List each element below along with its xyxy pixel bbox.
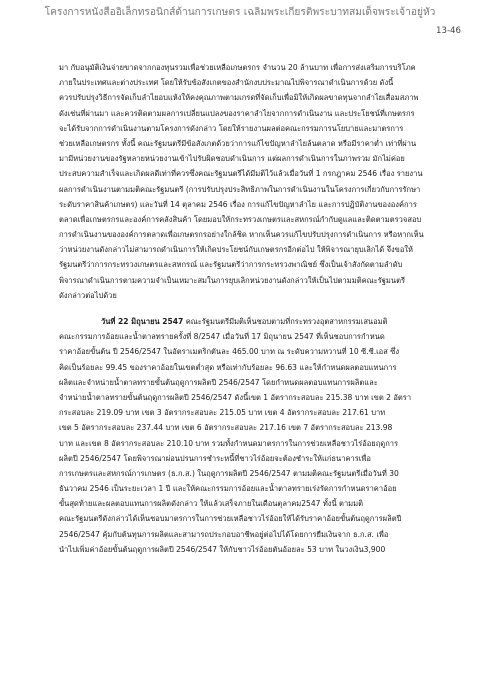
- text-line: มามีหน่วยงานของรัฐหลายหน่วยงานเข้าไปรับผิดชอบดำเนินการ แต่ผลการดำเนินการในภาพรวม มักไม่ค่อย: [59, 154, 405, 164]
- text-line: ผลิตและจำหน่ายน้ำตาลทรายขั้นต้นฤดูการผลิตปี 2546/2547 โดยกำหนดผลตอบแทนการผลิตและ: [59, 377, 378, 387]
- text-line: ขั้นสุดท้ายและผลตอบแทนการผลิตดังกล่าว ให้แล้วเสร็จภายในเดือนตุลาคม2547 ทั้งนี้ ตามมติ: [59, 499, 364, 509]
- text-line: การดำเนินงานขององค์การตลาดเพื่อเกษตรกรอย่างใกล้ชิด หากเห็นควรแก้ไขปรับปรุงการดำเนินการ หรือหากเห็น: [59, 230, 424, 240]
- text-line: ระดับราคาสินค้าเกษตร) และวันที่ 14 ตุลาคม 2546 เรื่อง การแก้ไขปัญหาลำไย และการปฏิบัติงานขององค์การ: [59, 199, 417, 209]
- page-number: 13-46: [436, 26, 461, 36]
- text-line: บาท และเขต 8 อัตรากระสอบละ 210.10 บาท รวมทั้งกำหนดมาตรการในการช่วยเหลือชาวไร่อ้อยฤดูการ: [59, 438, 399, 448]
- text-line: 2546/2547 คุ้มกับต้นทุนการผลิตและสามารถประกอบอาชีพอยู่ต่อไปได้โดยการยืมเงินจาก ธ.ก.ส. เพื่อ: [59, 529, 389, 539]
- text-line: มา กับอนุมัติเงินจ่ายขาดจากกองทุนรวมเพื่อช่วยเหลือเกษตรกร จำนวน 20 ล้านบาท เพื่อการส่งเสริมการบริโภค: [59, 63, 416, 72]
- text-line: ดังเช่นที่ผ่านมา และควรติดตามผลการเปลี่ยนแปลงของราคาลำไยจากการดำเนินงาน และประโยชน์ที่เกษตรกร: [59, 108, 415, 118]
- document-body: [59, 60, 439, 557]
- text-line: คณะรัฐมนตรีดังกล่าวได้เห็นชอบมาตรการในการช่วยเหลือชาวไร่อ้อยให้ได้รับราคาอ้อยขั้นต้นฤดูการผลิตปี: [59, 514, 402, 524]
- text-line: ช่วยเหลือเกษตรกร ทั้งนี้ คณะรัฐมนตรีมีข้อสังเกตด้วยว่าการแก้ไขปัญหาลำไยล้นตลาด หรือมีราคาต่ำ เท่าที่ผ่าน: [59, 138, 417, 148]
- text-line: ประสบความสำเร็จและเกิดผลดีเท่าที่ควรซึ่งคณะรัฐมนตรีได้มีมติไว้แล้วเมื่อวันที่ 1 กรกฎาคม 2546 เรื่อง รายงาน: [59, 169, 423, 179]
- text-line: ราคาอ้อยขั้นต้น ปี 2546/2547 ในอัตราเมตริกตันละ 465.00 บาท ณ ระดับความหวานที่ 10 ซี.ซี.เอส ซึ่ง: [59, 347, 400, 357]
- text-line: ว่าหน่วยงานดังกล่าวไม่สามารถดำเนินการให้เกิดประโยชน์กับเกษตรกรอีกต่อไป ให้พิจารณายุบเลิกได้ จึงขอให้: [59, 245, 414, 255]
- lead-text: คณะรัฐมนตรีมีมติเห็นชอบตามที่กระทรวงอุตสาหกรรมเสนอมติ: [183, 317, 388, 326]
- paragraph-farm-aid: [59, 60, 439, 303]
- page-header: โครงการหนังสืออิเล็กทรอนิกส์ด้านการเกษตร เฉลิมพระเกียรติพระบาทสมเด็จพระเจ้าอยู่หัว: [44, 7, 436, 18]
- text-line: นำไปเพิ่มค่าอ้อยขั้นต้นฤดูการผลิตปี 2546/2547 ให้กับชาวไร่อ้อยตันอ้อยละ 53 บาท ในวงเงิน3,900: [59, 544, 386, 554]
- text-line: เขต 5 อัตรากระสอบละ 237.44 บาท เขต 6 อัตรากระสอบละ 217.16 เขต 7 อัตรากระสอบละ 213.98: [59, 423, 393, 433]
- text-line: ธันวาคม 2546 เป็นระยะเวลา 1 ปี และให้คณะกรรมการอ้อยและน้ำตาลทรายเร่งรัดการกำหนดราคาอ้อย: [59, 484, 397, 494]
- paragraph-sugarcane-price: [59, 314, 439, 557]
- text-line: คณะกรรมการอ้อยและน้ำตาลทรายครั้งที่ 8/2547 เมื่อวันที่ 17 มิถุนายน 2547 ที่เห็นชอบการกำหนด: [59, 332, 385, 342]
- text-line: ภายในประเทศและต่างประเทศ โดยให้รับข้อสังเกตของสำนักงบประมาณไปพิจารณาดำเนินการด้วย ดังนี้: [59, 78, 394, 88]
- paragraph-lead-line: [59, 314, 439, 329]
- text-line: ควรปรับปรุงวิธีการจัดเก็บลำไยอบแห้งให้คงคุณภาพตามเกรดที่จัดเก็บเพื่อมิให้เกิดผลขาดทุนจากลำไยเสื่อมสภาพ: [59, 93, 419, 103]
- text-line: ดังกล่าวต่อไปด้วย: [59, 290, 117, 300]
- text-line: กระสอบละ 219.09 บาท เขต 3 อัตรากระสอบละ 215.05 บาท เขต 4 อัตรากระสอบละ 217.61 บาท: [59, 408, 386, 418]
- text-line: จำหน่ายน้ำตาลทรายขั้นต้นฤดูการผลิตปี 2546/2547 ดังนี้เขต 1 อัตรากระสอบละ 215.38 บาท เขต 2 อัตรา: [59, 392, 412, 402]
- text-line: ตลาดเพื่อเกษตรกรและองค์การคลังสินค้า โดยมอบให้กระทรวงเกษตรและสหกรณ์กำกับดูแลและติดตามตรวจสอบ: [59, 214, 422, 224]
- text-line: คิดเป็นร้อยละ 99.45 ของราคาอ้อยในเขตต่ำสุด หรือเท่ากับร้อยละ 96.63 และให้กำหนดผลตอบแทนการ: [59, 362, 397, 372]
- paragraph-gap: [59, 303, 439, 314]
- text-line: ผลิตปี 2546/2547 โดยพิจารณาผ่อนปรนการชำระหนี้ที่ชาวไร่อ้อยจะต้องชำระให้แก่ธนาคารเพื่อ: [59, 453, 371, 463]
- date-heading: วันที่ 22 มิถุนายน 2547: [101, 317, 184, 326]
- text-line: จะได้รับจากการดำเนินงานตามโครงการดังกล่าว โดยให้รายงานผลต่อคณะกรรมการนโยบายและมาตรการ: [59, 123, 404, 133]
- text-line: รัฐมนตรีว่าการกระทรวงเกษตรและสหกรณ์ และรัฐมนตรีว่าการกระทรวงพาณิชย์ ซึ่งเป็นเจ้าสังกัดตามลำดับ: [59, 260, 403, 270]
- text-line: ผลการดำเนินงานตามมติคณะรัฐมนตรี (การปรับปรุงประสิทธิภาพในการดำเนินงานในโครงการเกี่ยวกับการรักษา: [59, 184, 421, 194]
- text-line: พิจารณาดำเนินการตามความจำเป็นเหมาะสมในการยุบเลิกหน่วยงานดังกล่าวให้เป็นไปตามมติคณะรัฐมนตรี: [59, 275, 406, 285]
- text-line: การเกษตรและสหกรณ์การเกษตร (ธ.ก.ส.) ในฤดูการผลิตปี 2546/2547 ตามมติคณะรัฐมนตรีเมื่อวันที่ 30: [59, 468, 399, 478]
